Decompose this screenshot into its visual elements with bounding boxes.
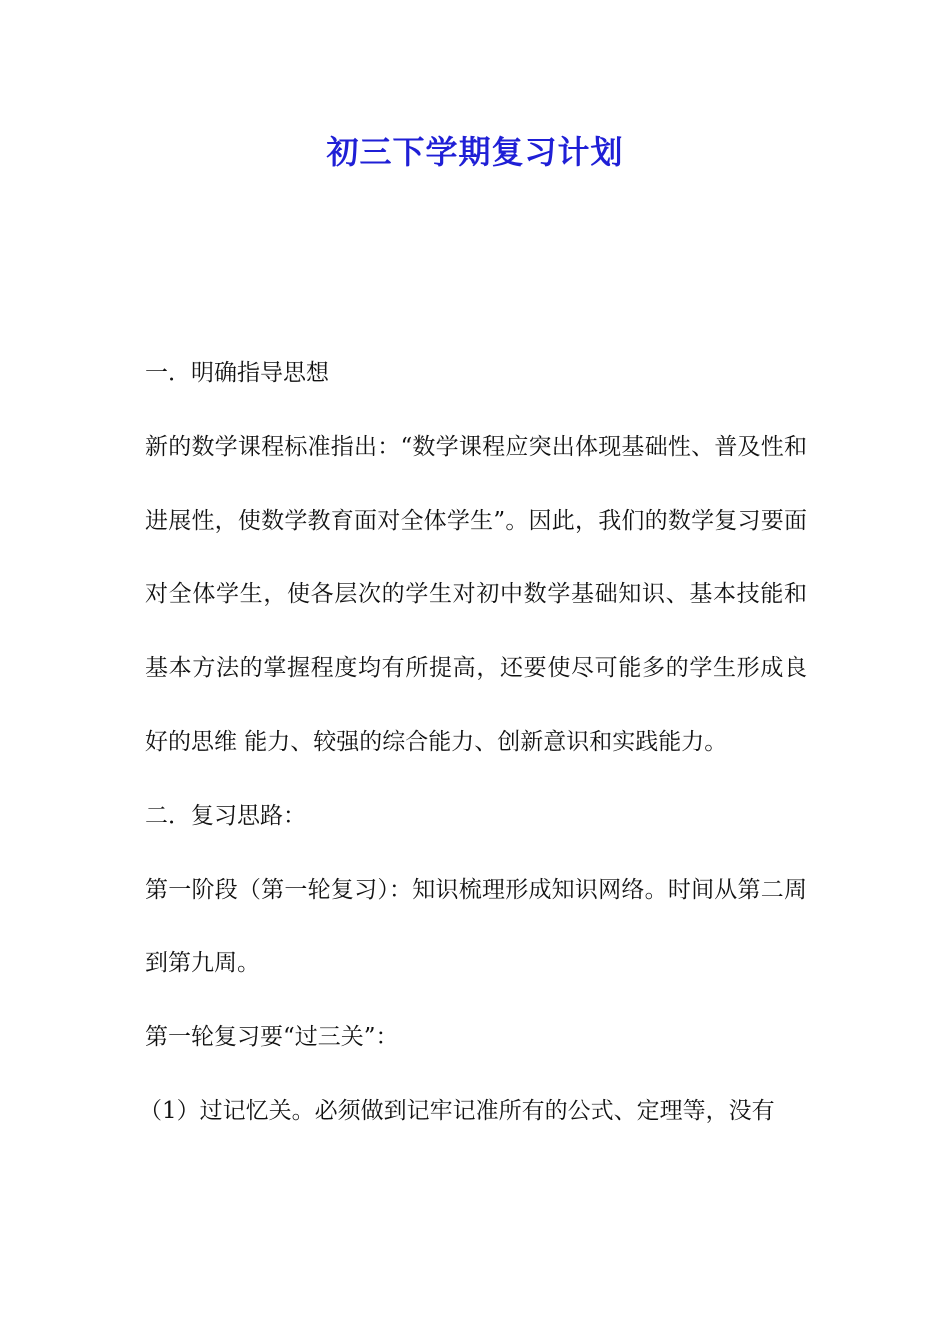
document-body <box>139 337 807 1149</box>
section-heading-review-approach: 二．复习思路： <box>145 802 306 829</box>
page-title: 初三下学期复习计划 <box>326 133 624 171</box>
paragraph-first-stage: 第一阶段（第一轮复习）：知识梳理形成知识网络。时间从第二周到第九周。 <box>145 876 807 977</box>
paragraph-three-checkpoints: 第一轮复习要“过三关”： <box>145 1024 399 1051</box>
paragraph-curriculum-standard: 新的数学课程标准指出：“数学课程应突出体现基础性、普及性和进展性，使数学教育面对全体学生”。因此，我们的数学复习要面对全体学生，使各层次的学生对初中数学基础知识、基本技能和基本方法的掌握程度均有所提高，还要使尽可能多的学生形成良好的思维 能力、较强的综合能力、创新意识和实践能力。 <box>145 433 807 755</box>
list-item-memory-checkpoint: （1）过记忆关。必须做到记牢记准所有的公式、定理等，没有 <box>139 1097 775 1124</box>
section-heading-guiding-thought: 一．明确指导思想 <box>145 360 329 386</box>
